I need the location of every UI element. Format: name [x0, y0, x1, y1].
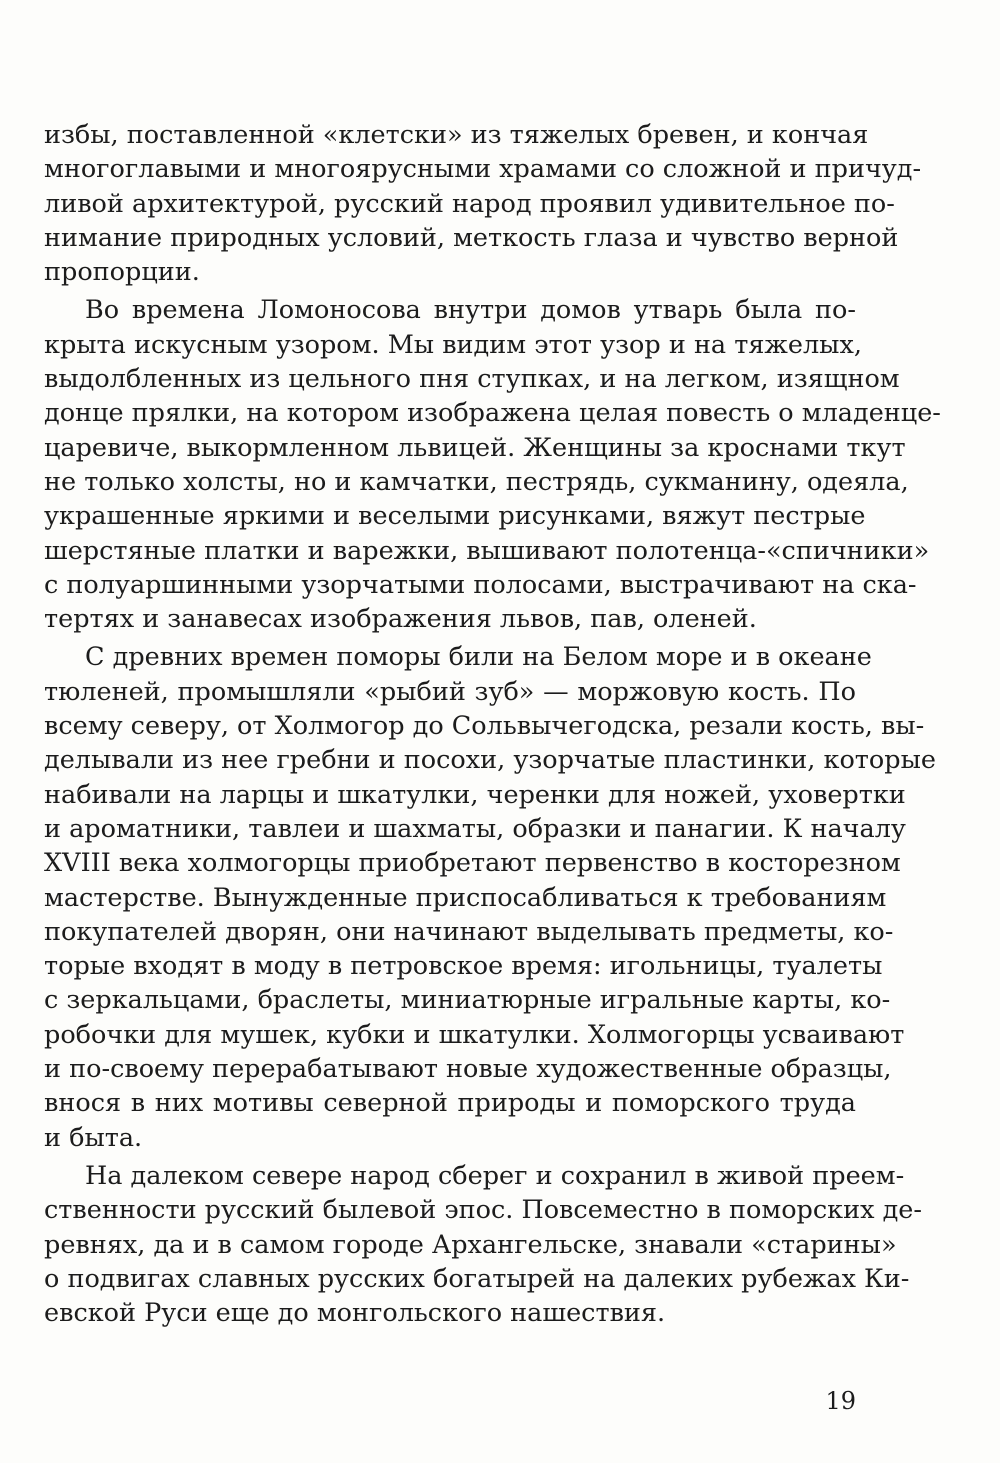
text-line: тертях и занавесах изображения львов, пав, оленей.	[44, 604, 757, 635]
text-line: ревнях, да и в самом городе Архангельске, знавали «старины»	[44, 1229, 897, 1260]
text-line: пропорции.	[44, 257, 200, 288]
paragraph-4	[44, 1159, 922, 1330]
text-line: ливой архитектурой, русский народ проявил удивительное по-	[44, 188, 895, 219]
text-line: всему северу, от Холмогор до Сольвычегодска, резали кость, вы-	[44, 711, 925, 742]
body-text	[44, 118, 941, 1330]
text-line: тюленей, промышляли «рыбий зуб» — моржовую кость. По	[44, 676, 856, 707]
text-line: покупателей дворян, они начинают выделывать предметы, ко-	[44, 916, 894, 947]
text-line: о подвигах славных русских богатырей на далеких рубежах Ки-	[44, 1263, 910, 1294]
page-number: 19	[825, 1387, 856, 1415]
text-line: царевиче, выкормленном львицей. Женщины за кроснами ткут	[44, 432, 906, 463]
text-line: внося в них мотивы северной природы и поморского труда	[44, 1088, 856, 1119]
text-line: ственности русский былевой эпос. Повсеместно в поморских де-	[44, 1195, 922, 1226]
text-line: украшенные яркими и веселыми рисунками, вяжут пестрые	[44, 501, 866, 532]
text-line: На далеком севере народ сберег и сохранил в живой преем-	[85, 1160, 905, 1191]
text-line: донце прялки, на котором изображена целая повесть о младенце-	[44, 398, 941, 429]
text-line: шерстяные платки и варежки, вышивают полотенца-«спичники»	[44, 535, 930, 566]
paragraph-3	[44, 640, 936, 1154]
text-line: и ароматники, тавлеи и шахматы, образки и панагии. К началу	[44, 813, 906, 844]
text-line: набивали на ларцы и шкатулки, черенки для ножей, уховертки	[44, 779, 906, 810]
text-line: с полуаршинными узорчатыми полосами, выстрачивают на ска-	[44, 569, 917, 600]
text-line: делывали из нее гребни и посохи, узорчатые пластинки, которые	[44, 745, 936, 776]
text-line: С древних времен поморы били на Белом море и в океане	[85, 642, 872, 673]
text-line: многоглавыми и многоярусными храмами со сложной и причуд-	[44, 154, 922, 185]
text-line: мастерстве. Вынужденные приспосабливаться к требованиям	[44, 882, 887, 913]
text-line: XVIII века холмогорцы приобретают первенство в косторезном	[44, 848, 901, 879]
paragraph-1	[44, 118, 922, 289]
text-line: не только холсты, но и камчатки, пестрядь, сукманину, одеяла,	[44, 466, 909, 497]
text-line: и быта.	[44, 1122, 143, 1153]
text-line: избы, поставленной «клетски» из тяжелых бревен, и кончая	[44, 120, 869, 150]
text-line: Во времена Ломоносова внутри домов утварь была по-	[85, 295, 856, 326]
text-line: робочки для мушек, кубки и шкатулки. Холмогорцы усваивают	[44, 1019, 905, 1050]
text-line: торые входят в моду в петровское время: игольницы, туалеты	[44, 951, 883, 982]
text-line: выдолбленных из цельного пня ступках, и на легком, изящном	[44, 364, 900, 395]
text-line: крыта искусным узором. Мы видим этот узор и на тяжелых,	[44, 329, 862, 360]
paragraph-2	[44, 293, 941, 636]
text-line: евской Руси еще до монгольского нашествия.	[44, 1298, 666, 1329]
text-line: и по-своему перерабатывают новые художественные образцы,	[44, 1054, 892, 1085]
text-line: с зеркальцами, браслеты, миниатюрные игральные карты, ко-	[44, 985, 891, 1016]
text-line: нимание природных условий, меткость глаза и чувство верной	[44, 222, 899, 253]
